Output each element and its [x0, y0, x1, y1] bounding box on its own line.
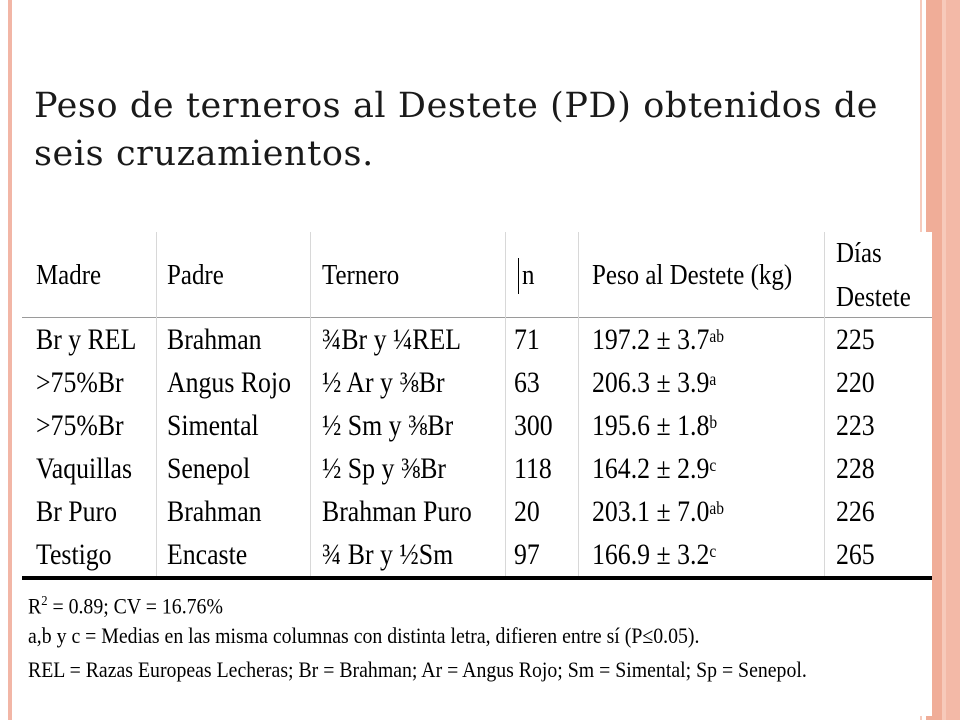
cell-madre: Vaquillas	[36, 452, 133, 485]
header-n-mark	[518, 258, 519, 294]
column-divider	[505, 232, 506, 578]
cell-dias: 226	[836, 495, 875, 528]
cell-padre: Senepol	[167, 452, 251, 485]
table-bottom-rule	[22, 576, 932, 580]
results-table	[22, 232, 932, 716]
header-padre: Padre	[167, 259, 224, 291]
cell-madre: >75%Br	[36, 409, 124, 442]
cell-ternero: Brahman Puro	[322, 495, 472, 528]
cell-padre: Angus Rojo	[167, 366, 292, 399]
cell-padre: Simental	[167, 409, 259, 442]
cell-ternero: ½ Ar y ⅜Br	[322, 366, 445, 399]
cell-padre: Encaste	[167, 538, 248, 571]
cell-n: 63	[514, 366, 540, 399]
cell-madre: Br y REL	[36, 323, 137, 356]
cell-ternero: ¾ Br y ½Sm	[322, 538, 454, 571]
cell-n: 300	[514, 409, 553, 442]
cell-dias: 220	[836, 366, 875, 399]
header-n: n	[522, 259, 535, 291]
header-divider	[22, 317, 932, 318]
cell-n: 118	[514, 452, 552, 485]
column-divider	[310, 232, 311, 578]
left-decorative-rule	[8, 0, 12, 720]
cell-madre: >75%Br	[36, 366, 124, 399]
significance-letter: c	[709, 541, 717, 561]
cell-madre: Testigo	[36, 538, 112, 571]
cell-padre: Brahman	[167, 323, 262, 356]
significance-letter: ab	[709, 326, 724, 346]
cell-dias: 223	[836, 409, 875, 442]
column-divider	[156, 232, 157, 578]
cell-dias: 265	[836, 538, 875, 571]
header-ternero: Ternero	[322, 259, 400, 291]
significance-letter: a	[709, 369, 717, 389]
significance-letter: ab	[709, 498, 724, 518]
cell-peso: 197.2 ± 3.7$^{ab}$	[592, 323, 724, 356]
cell-ternero: ½ Sp y ⅜Br	[322, 452, 447, 485]
cell-madre: Br Puro	[36, 495, 118, 528]
header-madre: Madre	[36, 259, 102, 291]
cell-padre: Brahman	[167, 495, 262, 528]
cell-peso: 206.3 ± 3.9$^a$	[592, 366, 717, 399]
cell-peso: 203.1 ± 7.0$^{ab}$	[592, 495, 724, 528]
note-r2-cv: $R^2 = 0.89$; CV = 16.76%	[28, 593, 223, 619]
slide-title: Peso de terneros al Destete (PD) obtenidos de seis cruzamientos.	[34, 86, 879, 174]
cell-peso: 164.2 ± 2.9$^c$	[592, 452, 717, 485]
column-divider	[824, 232, 825, 578]
note-abbreviations: REL = Razas Europeas Lecheras; Br = Brahman; Ar = Angus Rojo; Sm = Simental; Sp = Senepol.	[28, 657, 807, 682]
cell-n: 20	[514, 495, 540, 528]
note-significance: a,b y c = Medias en las misma columnas con distinta letra, difieren entre sí (P≤0.05).	[28, 623, 700, 648]
significance-letter: c	[709, 455, 717, 475]
cell-n: 71	[514, 323, 540, 356]
cell-dias: 228	[836, 452, 875, 485]
cell-ternero: ½ Sm y ⅜Br	[322, 409, 454, 442]
column-divider	[578, 232, 579, 578]
cell-peso: 195.6 ± 1.8$^b$	[592, 409, 718, 442]
significance-letter: b	[709, 412, 718, 432]
cell-n: 97	[514, 538, 540, 571]
cell-peso: 166.9 ± 3.2$^c$	[592, 538, 717, 571]
header-dias-line2: Destete	[836, 281, 911, 313]
cell-dias: 225	[836, 323, 875, 356]
cell-ternero: ¾Br y ¼REL	[322, 323, 462, 356]
header-dias-line1: Días	[836, 237, 882, 269]
header-peso: Peso al Destete (kg)	[592, 259, 793, 291]
